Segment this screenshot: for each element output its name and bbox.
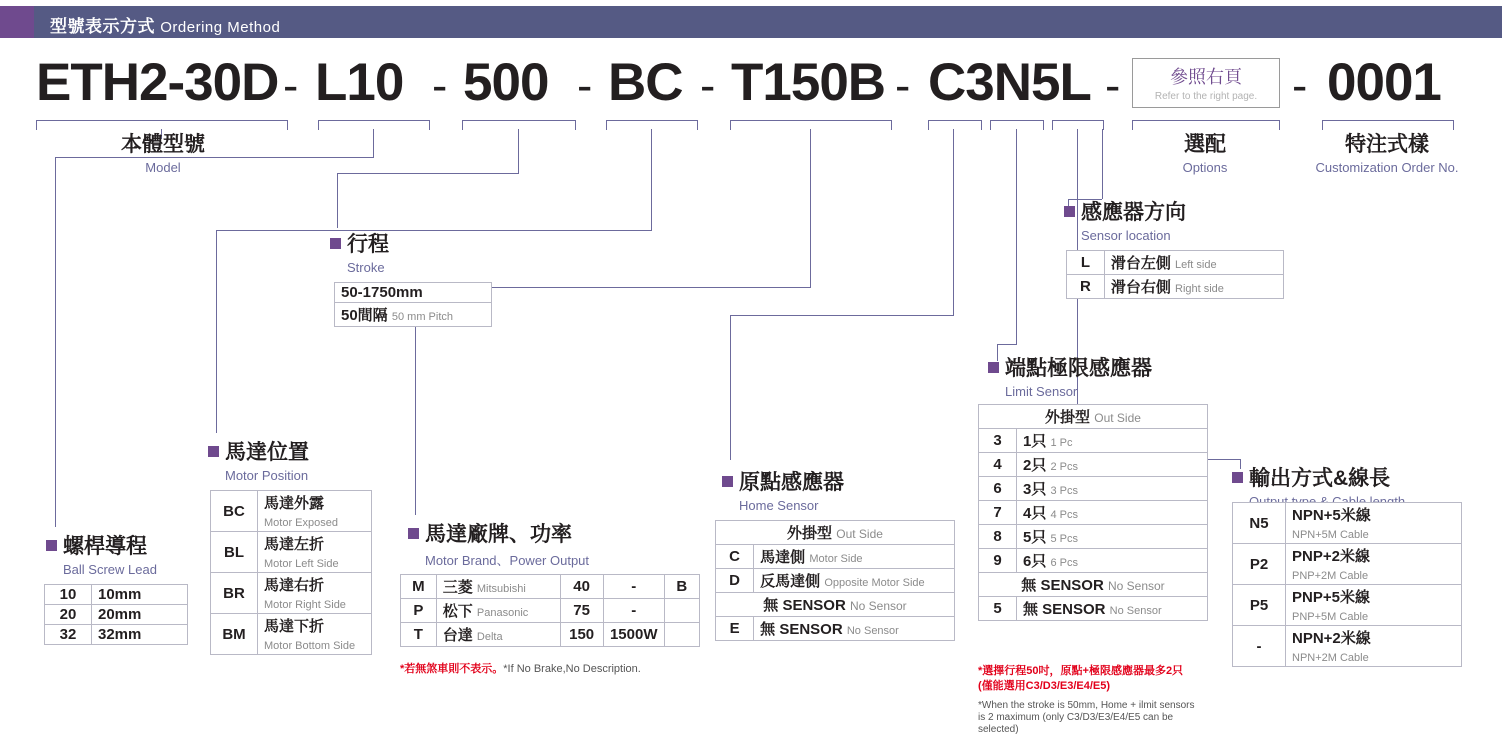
motorbrand-power: 75: [560, 599, 603, 623]
home-header-zh: 外掛型: [787, 525, 833, 542]
output-en: PNP+2M Cable: [1292, 570, 1369, 582]
code-dash-5: -: [895, 59, 911, 111]
limit-key: 8: [979, 525, 1017, 549]
option-reference-en: Refer to the right page.: [1154, 91, 1258, 102]
limit-key: 9: [979, 549, 1017, 573]
table-row: [979, 477, 1208, 501]
limit-zh: 3只: [1022, 481, 1047, 498]
limit-zh: 6只: [1022, 553, 1047, 570]
table-row: [45, 605, 188, 625]
motorbrand-key: T: [401, 623, 437, 647]
line-lead-v2: [55, 157, 56, 527]
output-zh: NPN+5米線: [1292, 507, 1371, 524]
motorbrand-power: 150: [560, 623, 603, 647]
motorbrand-power-desc: 1500W: [603, 623, 664, 647]
code-dash-6: -: [1105, 59, 1121, 111]
limit-zh: 無 SENSOR: [1022, 601, 1106, 618]
limit-zh: 1只: [1022, 433, 1047, 450]
output-key: P5: [1233, 585, 1286, 626]
group-options: [1139, 128, 1271, 175]
motorbrand-en: Mitsubishi: [476, 583, 526, 595]
bullet-square-icon: [408, 528, 419, 539]
table-row: [401, 575, 700, 599]
table-limit-sensor: [978, 404, 1208, 621]
tick-output-type: [1052, 120, 1104, 130]
table-row: [716, 521, 955, 545]
tick-limit-sensor: [990, 120, 1044, 130]
table-row: [335, 283, 492, 303]
stroke-pitch-en: 50 mm Pitch: [391, 311, 453, 323]
table-sensor-location: [1066, 250, 1284, 299]
code-segment-stroke: 500: [463, 53, 549, 112]
limit-zh: 4只: [1022, 505, 1047, 522]
motorpos-en: Motor Left Side: [264, 558, 339, 570]
home-zh: 無 SENSOR: [760, 621, 843, 638]
table-stroke: [334, 282, 492, 327]
table-row: [716, 545, 955, 569]
motorbrand-en: Delta: [476, 631, 503, 643]
group-customization-subtitle: Customization Order No.: [1315, 160, 1459, 175]
group-sensorloc-title: 感應器方向: [1081, 201, 1186, 224]
limit-en: 6 Pcs: [1050, 557, 1079, 569]
line-home-v2: [730, 315, 731, 460]
group-home-title: 原點感應器: [739, 471, 844, 494]
limit-key: 6: [979, 477, 1017, 501]
group-customization-title: 特注式樣: [1345, 133, 1429, 156]
bullet-square-icon: [988, 362, 999, 373]
motorpos-en: Motor Right Side: [264, 599, 346, 611]
limit-en: No Sensor: [1107, 579, 1165, 593]
group-sensor-location: [1064, 196, 1186, 243]
table-ball-screw-lead: [44, 584, 188, 645]
code-segment-lead: L10: [315, 53, 404, 112]
group-motorbrand-subtitle: Motor Brand、Power Output: [425, 553, 590, 568]
table-row: [979, 597, 1208, 621]
motorbrand-note-zh: *若無煞車則不表示。: [400, 663, 504, 675]
group-model-subtitle: Model: [145, 160, 181, 175]
motorbrand-en: Panasonic: [476, 607, 529, 619]
home-en: No Sensor: [846, 625, 899, 637]
table-row: [1233, 503, 1462, 544]
motorbrand-zh: 台達: [442, 627, 473, 644]
table-row: [335, 303, 492, 327]
group-stroke: [330, 228, 389, 275]
motorbrand-note: [400, 660, 641, 676]
output-zh: NPN+2米線: [1292, 630, 1371, 647]
stroke-range: 50-1750mm: [335, 283, 492, 303]
header-accent-block: [0, 6, 34, 38]
line-motorpos-v2: [216, 230, 217, 433]
limit-key: 4: [979, 453, 1017, 477]
bullet-square-icon: [330, 238, 341, 249]
limit-note-zh: *選擇行程50吋，原點+極限感應器最多2只 (僅能選用C3/D3/E3/E4/E5): [978, 665, 1184, 692]
line-home-h: [730, 315, 954, 316]
line-stroke-v2: [337, 173, 338, 228]
lead-key: 20: [45, 605, 92, 625]
code-dash-7: -: [1292, 59, 1308, 111]
home-key: E: [716, 617, 754, 641]
table-row: [401, 623, 700, 647]
table-row: [211, 491, 372, 532]
home-header-en: Out Side: [836, 527, 883, 541]
motorbrand-brake: [664, 623, 699, 647]
group-customization: [1297, 128, 1477, 175]
home-zh: 無 SENSOR: [763, 597, 846, 614]
limit-key: 3: [979, 429, 1017, 453]
group-home-sensor: [722, 466, 844, 513]
group-stroke-title: 行程: [347, 233, 389, 256]
bullet-square-icon: [1064, 206, 1075, 217]
table-row: [979, 525, 1208, 549]
home-en: Motor Side: [809, 553, 863, 565]
table-row: [1233, 544, 1462, 585]
motorpos-key: BM: [211, 614, 258, 655]
group-options-subtitle: Options: [1182, 160, 1228, 175]
group-stroke-subtitle: Stroke: [347, 260, 385, 275]
line-motorpos-v1: [651, 129, 652, 230]
motorpos-key: BC: [211, 491, 258, 532]
group-motorbrand-title: 馬達廠牌、功率: [425, 523, 572, 546]
table-row: [979, 405, 1208, 429]
motorbrand-zh: 松下: [442, 603, 473, 620]
group-lead-title: 螺桿導程: [63, 535, 147, 558]
group-limit-subtitle: Limit Sensor: [1005, 384, 1078, 399]
code-dash-2: -: [432, 59, 448, 111]
table-row: [1067, 275, 1284, 299]
table-row: [979, 573, 1208, 597]
limit-note-en: *When the stroke is 50mm, Home + ilmit sensors is 2 maximum (only C3/D3/E3/E4/E5 can be selected): [978, 700, 1195, 735]
sensorloc-key: L: [1067, 251, 1105, 275]
limit-en: 1 Pc: [1050, 437, 1073, 449]
sensorloc-zh: 滑台右側: [1110, 279, 1171, 296]
table-row: [1233, 585, 1462, 626]
motorbrand-power-desc: -: [603, 599, 664, 623]
group-home-subtitle: Home Sensor: [739, 498, 819, 513]
output-key: P2: [1233, 544, 1286, 585]
table-motor-brand: [400, 574, 700, 647]
limit-en: 2 Pcs: [1050, 461, 1079, 473]
limit-zh: 無 SENSOR: [1021, 577, 1104, 594]
group-motor-position: [208, 436, 309, 483]
line-lead-v1: [373, 129, 374, 157]
code-dash-4: -: [700, 59, 716, 111]
stroke-pitch-zh: 50間隔: [341, 307, 388, 324]
line-stroke-v1: [518, 129, 519, 173]
output-en: PNP+5M Cable: [1292, 611, 1369, 623]
table-output-type: [1232, 502, 1462, 667]
home-zh: 馬達側: [760, 549, 806, 566]
page-title-en: Ordering Method: [160, 19, 281, 36]
motorpos-key: BL: [211, 532, 258, 573]
group-model: [88, 128, 238, 175]
motorbrand-note-en: *If No Brake,No Description.: [503, 663, 641, 675]
home-zh: 反馬達側: [760, 573, 821, 590]
home-key: C: [716, 545, 754, 569]
output-key: N5: [1233, 503, 1286, 544]
bullet-square-icon: [722, 476, 733, 487]
table-row: [716, 617, 955, 641]
sensorloc-key: R: [1067, 275, 1105, 299]
group-model-title: 本體型號: [121, 133, 205, 156]
sensorloc-zh: 滑台左側: [1110, 255, 1171, 272]
table-row: [979, 429, 1208, 453]
table-row: [401, 599, 700, 623]
motorbrand-brake: B: [664, 575, 699, 599]
limit-key: 5: [979, 597, 1017, 621]
lead-value: 32mm: [92, 625, 188, 645]
motorpos-zh: 馬達右折: [264, 577, 325, 594]
motorbrand-brake: [664, 599, 699, 623]
lead-key: 10: [45, 585, 92, 605]
motorpos-zh: 馬達下折: [264, 618, 325, 635]
output-en: NPN+2M Cable: [1292, 652, 1369, 664]
line-motorbrand-v1: [810, 129, 811, 287]
limit-key: 7: [979, 501, 1017, 525]
group-motorpos-title: 馬達位置: [225, 441, 309, 464]
option-reference-zh: 參照右頁: [1170, 67, 1242, 87]
tick-lead: [318, 120, 430, 130]
table-row: [979, 501, 1208, 525]
group-lead-subtitle: Ball Screw Lead: [63, 562, 157, 577]
motorpos-zh: 馬達左折: [264, 536, 325, 553]
limit-en: No Sensor: [1109, 605, 1162, 617]
group-output-title: 輸出方式&線長: [1249, 467, 1391, 490]
limit-header-zh: 外掛型: [1045, 409, 1091, 426]
tick-home-sensor: [928, 120, 982, 130]
line-limit-h: [997, 344, 1017, 345]
line-home-v1: [953, 129, 954, 315]
limit-en: 4 Pcs: [1050, 509, 1079, 521]
limit-zh: 2只: [1022, 457, 1047, 474]
home-key: D: [716, 569, 754, 593]
table-row: [979, 453, 1208, 477]
table-row: [211, 573, 372, 614]
table-row: [45, 585, 188, 605]
motorbrand-key: M: [401, 575, 437, 599]
tick-motor-pos: [606, 120, 698, 130]
group-options-title: 選配: [1184, 133, 1226, 156]
limit-zh: 5只: [1022, 529, 1047, 546]
bullet-square-icon: [46, 540, 57, 551]
table-row: [211, 532, 372, 573]
table-row: [1067, 251, 1284, 275]
home-en: Opposite Motor Side: [824, 577, 925, 589]
output-zh: PNP+2米線: [1292, 548, 1370, 565]
home-en: No Sensor: [849, 599, 907, 613]
group-limit-sensor: [988, 352, 1152, 399]
group-limit-title: 端點極限感應器: [1005, 357, 1152, 380]
line-limit-v1: [1016, 129, 1017, 344]
table-row: [979, 549, 1208, 573]
motorbrand-key: P: [401, 599, 437, 623]
motorpos-key: BR: [211, 573, 258, 614]
motorbrand-power-desc: -: [603, 575, 664, 599]
lead-value: 20mm: [92, 605, 188, 625]
code-segment-motor-pos: BC: [608, 53, 683, 112]
code-segment-custom: 0001: [1327, 53, 1441, 112]
sensorloc-en: Right side: [1175, 283, 1224, 295]
line-motorpos-h: [216, 230, 652, 231]
bullet-square-icon: [1232, 472, 1243, 483]
page-title: [50, 12, 280, 37]
table-row: [45, 625, 188, 645]
output-key: -: [1233, 626, 1286, 667]
code-segment-model: ETH2-30D: [36, 53, 279, 112]
motorpos-zh: 馬達外露: [264, 495, 325, 512]
table-motor-position: [210, 490, 372, 655]
motorpos-en: Motor Bottom Side: [264, 640, 356, 652]
option-reference-box: [1132, 58, 1280, 108]
code-dash-3: -: [577, 59, 593, 111]
table-row: [211, 614, 372, 655]
page-title-zh: 型號表示方式: [50, 17, 155, 36]
bullet-square-icon: [208, 446, 219, 457]
limit-en: 5 Pcs: [1050, 533, 1079, 545]
output-en: NPN+5M Cable: [1292, 529, 1369, 541]
line-stroke-h: [337, 173, 519, 174]
table-row: [716, 569, 955, 593]
code-dash-1: -: [283, 59, 299, 111]
line-sensorloc-v1: [1102, 129, 1103, 199]
motorpos-en: Motor Exposed: [264, 517, 338, 529]
tick-motor-brand: [730, 120, 892, 130]
group-motorpos-subtitle: Motor Position: [225, 468, 309, 483]
group-motor-brand: [408, 518, 589, 569]
group-ball-screw-lead: [46, 530, 157, 577]
code-segment-sensor: C3N5L: [928, 53, 1091, 112]
sensorloc-en: Left side: [1175, 259, 1217, 271]
group-sensorloc-subtitle: Sensor location: [1081, 228, 1171, 243]
lead-value: 10mm: [92, 585, 188, 605]
limit-en: 3 Pcs: [1050, 485, 1079, 497]
output-zh: PNP+5米線: [1292, 589, 1370, 606]
limit-header-en: Out Side: [1094, 411, 1141, 425]
tick-stroke: [462, 120, 576, 130]
code-segment-motor-brand: T150B: [731, 53, 886, 112]
table-row: [716, 593, 955, 617]
table-row: [1233, 626, 1462, 667]
table-home-sensor: [715, 520, 955, 641]
motorbrand-power: 40: [560, 575, 603, 599]
lead-key: 32: [45, 625, 92, 645]
motorbrand-zh: 三菱: [442, 579, 473, 596]
